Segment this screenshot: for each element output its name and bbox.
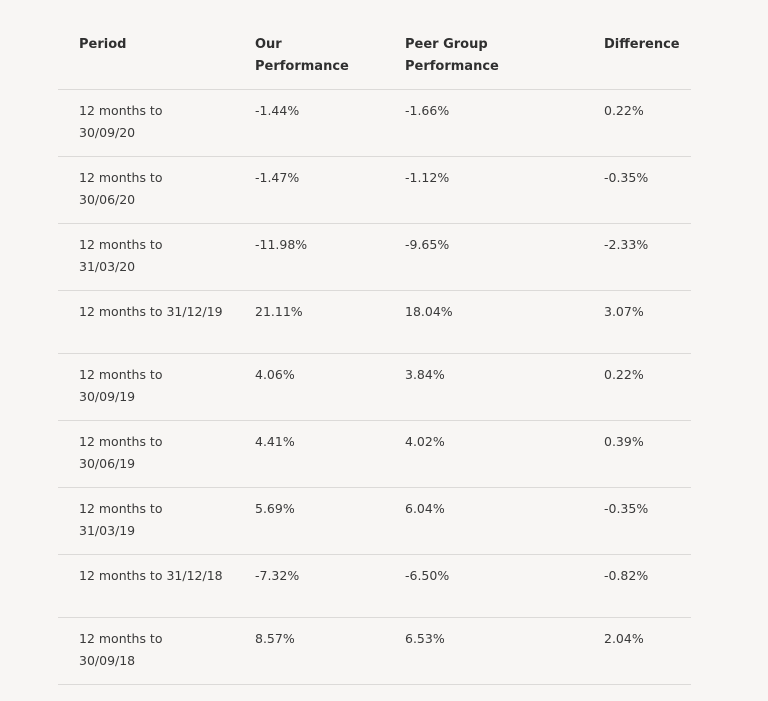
header-period — [79, 34, 229, 56]
period-cell — [79, 498, 229, 542]
our-performance-cell: 4.41% — [255, 434, 295, 449]
header-our-performance-line-2: Performance — [255, 59, 349, 74]
difference-cell: -2.33% — [604, 237, 649, 252]
table-row — [58, 224, 691, 291]
period-line: 31/03/20 — [79, 259, 136, 274]
period-line: 12 months to — [79, 434, 163, 449]
period-cell — [79, 167, 229, 211]
header-period-line-1: Period — [79, 37, 127, 52]
period-cell — [79, 431, 229, 475]
period-line: 12 months to — [79, 237, 163, 252]
period-cell — [79, 234, 229, 278]
peer-performance-cell: 6.04% — [405, 501, 445, 516]
period-line: 12 months to — [79, 367, 163, 382]
period-cell — [79, 364, 229, 408]
peer-performance-cell: -9.65% — [405, 237, 450, 252]
period-line: 12 months to 31/12/18 — [79, 568, 223, 583]
difference-cell: -0.35% — [604, 170, 649, 185]
table-row — [58, 488, 691, 555]
difference-cell: 3.07% — [604, 304, 644, 319]
peer-performance-cell: -1.66% — [405, 103, 450, 118]
table-header — [58, 0, 691, 90]
table-row — [58, 157, 691, 224]
period-line: 12 months to — [79, 170, 163, 185]
table-row — [58, 555, 691, 618]
peer-performance-cell: -6.50% — [405, 568, 450, 583]
header-our-performance — [255, 34, 375, 78]
performance-table — [58, 0, 691, 685]
period-cell — [79, 628, 229, 672]
peer-performance-cell: -1.12% — [405, 170, 450, 185]
period-line: 12 months to — [79, 631, 163, 646]
difference-cell: 2.04% — [604, 631, 644, 646]
our-performance-cell: -1.44% — [255, 103, 300, 118]
difference-cell: -0.35% — [604, 501, 649, 516]
peer-performance-cell: 3.84% — [405, 367, 445, 382]
table-row — [58, 421, 691, 488]
period-line: 12 months to — [79, 103, 163, 118]
our-performance-cell: -7.32% — [255, 568, 300, 583]
difference-cell: -0.82% — [604, 568, 649, 583]
header-difference — [604, 34, 694, 56]
period-line: 30/06/20 — [79, 192, 136, 207]
table-row — [58, 291, 691, 354]
our-performance-cell: 8.57% — [255, 631, 295, 646]
difference-cell: 0.39% — [604, 434, 644, 449]
table-row — [58, 354, 691, 421]
period-cell — [79, 100, 229, 144]
our-performance-cell: 5.69% — [255, 501, 295, 516]
difference-cell: 0.22% — [604, 103, 644, 118]
period-line: 30/09/19 — [79, 389, 136, 404]
peer-performance-cell: 6.53% — [405, 631, 445, 646]
our-performance-cell: -11.98% — [255, 237, 308, 252]
period-line: 30/09/20 — [79, 125, 136, 140]
table-row — [58, 90, 691, 157]
our-performance-cell: 4.06% — [255, 367, 295, 382]
header-our-performance-line-1: Our — [255, 37, 282, 52]
header-peer-group-line-1: Peer Group — [405, 37, 488, 52]
period-line: 31/03/19 — [79, 523, 136, 538]
header-peer-group-performance — [405, 34, 535, 78]
table-body — [58, 90, 691, 685]
table-row — [58, 618, 691, 685]
our-performance-cell: 21.11% — [255, 304, 303, 319]
our-performance-cell: -1.47% — [255, 170, 300, 185]
period-line: 30/09/18 — [79, 653, 136, 668]
period-line: 30/06/19 — [79, 456, 136, 471]
period-cell — [79, 565, 229, 587]
period-line: 12 months to 31/12/19 — [79, 304, 223, 319]
header-peer-group-line-2: Performance — [405, 59, 499, 74]
difference-cell: 0.22% — [604, 367, 644, 382]
header-difference-line-1: Difference — [604, 37, 680, 52]
period-cell — [79, 301, 229, 323]
peer-performance-cell: 18.04% — [405, 304, 453, 319]
period-line: 12 months to — [79, 501, 163, 516]
peer-performance-cell: 4.02% — [405, 434, 445, 449]
